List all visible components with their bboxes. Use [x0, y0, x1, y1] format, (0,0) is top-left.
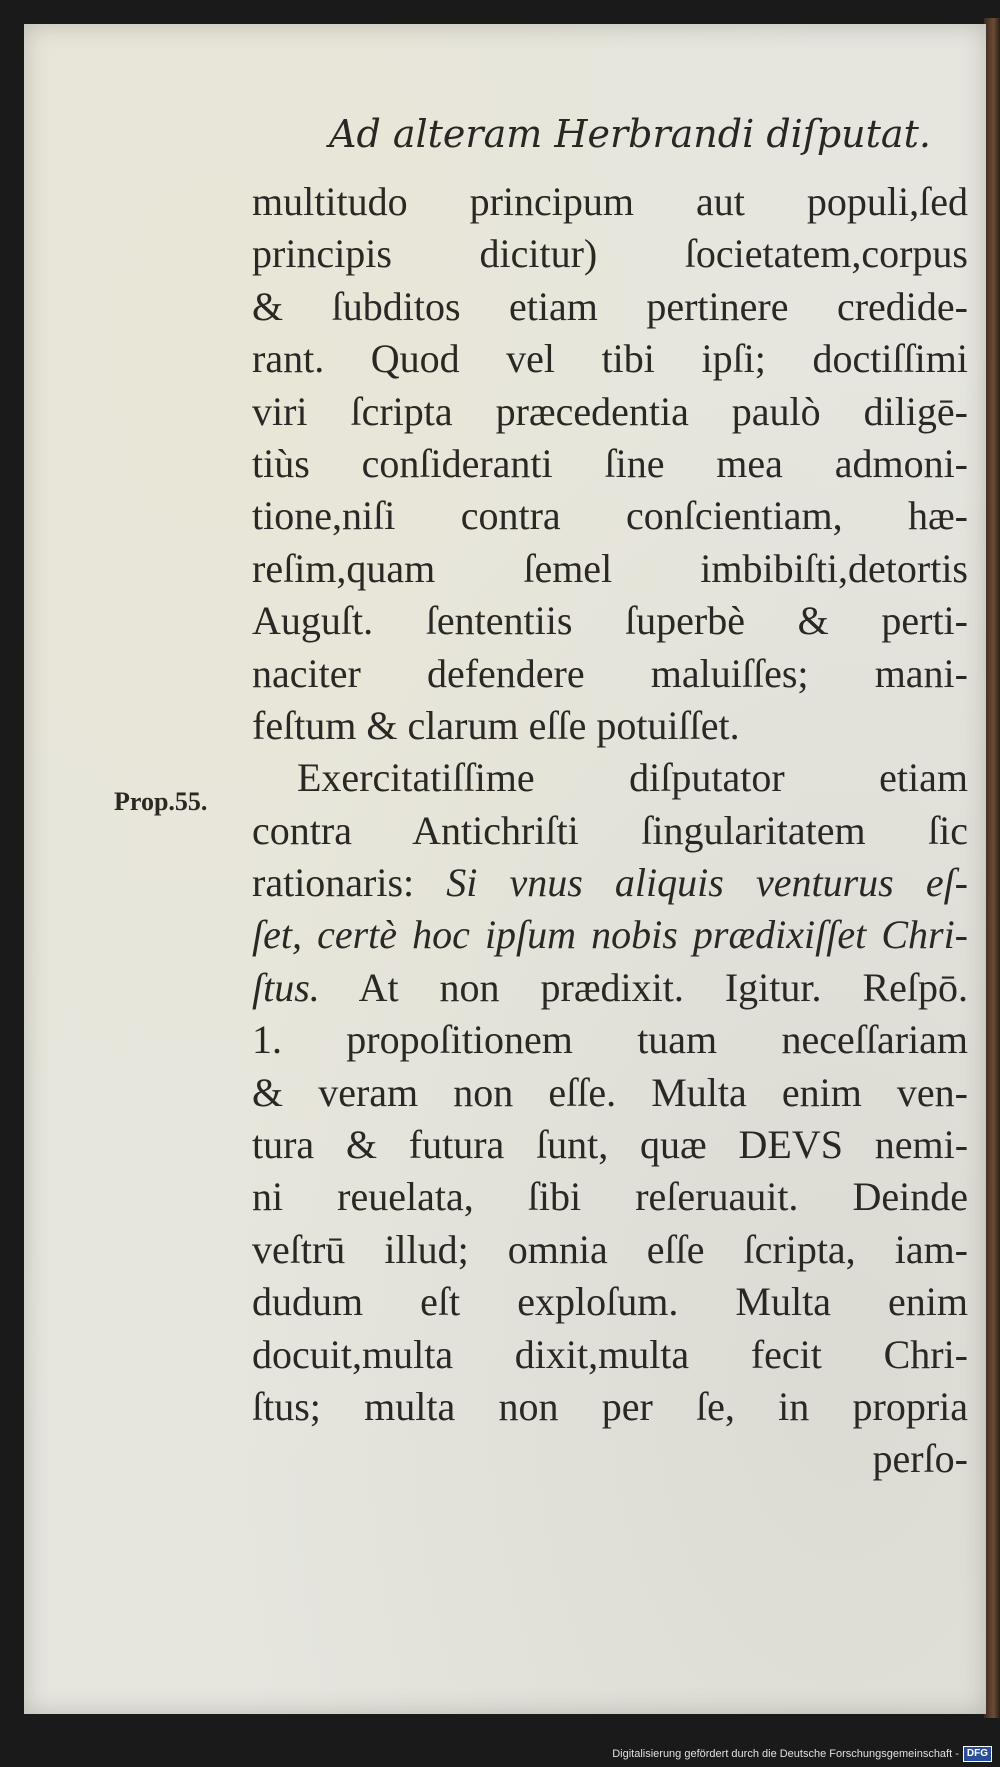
quotation: Si vnus aliquis venturus eſ- — [446, 860, 968, 906]
text-line: reſim,quam ſemel imbibiſti,detortis — [252, 545, 968, 591]
text-line-mixed — [252, 962, 968, 1014]
text-run: nemi- — [874, 1122, 969, 1168]
text-line: dudum eſt exploſum. Multa enim — [252, 1279, 968, 1325]
text-line: naciter defendere maluiſſes; mani- — [252, 650, 968, 696]
text-line-mixed — [252, 1119, 968, 1171]
text-line: contra Antichriſti ſingularitatem ſic — [252, 807, 968, 853]
text-line: principis dicitur) ſocietatem,corpus — [252, 231, 968, 277]
text-line: viri ſcripta præcedentia paulò diligē- — [252, 388, 968, 434]
text-line: 1. propoſitionem tuam neceſſariam — [252, 1017, 968, 1063]
text-line: & veram non eſſe. Multa enim ven- — [252, 1069, 968, 1115]
text-line: tione,niſi contra conſcientiam, hæ- — [252, 493, 968, 539]
quotation-line: ſet, certè hoc ipſum nobis prædixiſſet Chri- — [252, 912, 968, 958]
text-line: & ſubditos etiam pertinere credide- — [252, 283, 968, 329]
digitization-footer — [612, 1745, 992, 1763]
text-line: docuit,multa dixit,multa fecit Chri- — [252, 1331, 968, 1377]
text-line: Exercitatiſſime diſputator etiam — [297, 755, 968, 801]
text-line: feſtum & clarum eſſe potuiſſet. — [252, 702, 740, 748]
text-line: multitudo principum aut populi,ſed — [252, 179, 968, 224]
text-line-mixed — [252, 857, 968, 909]
book-page — [24, 24, 986, 1714]
small-caps-word: DEVS — [738, 1122, 843, 1168]
quotation: ſtus. — [252, 964, 320, 1010]
text-line: ni reuelata, ſibi reſeruauit. Deinde — [252, 1174, 968, 1220]
text-line: tiùs conſideranti ſine mea admoni- — [252, 440, 968, 486]
text-block — [252, 176, 968, 1486]
text-line: veſtrū illud; omnia eſſe ſcripta, iam- — [252, 1226, 968, 1272]
text-line: Auguſt. ſententiis ſuperbè & perti- — [252, 598, 968, 644]
text-run: tura & futura ſunt, quæ — [252, 1122, 707, 1168]
margin-note: Prop.55. — [114, 787, 208, 816]
dfg-logo: DFG — [963, 1746, 992, 1762]
text-line: rant. Quod vel tibi ipſi; doctiſſimi — [252, 336, 968, 382]
text-line: ſtus; multa non per ſe, in propria — [252, 1383, 968, 1429]
text-run: At non prædixit. Igitur. Reſpō. — [358, 964, 968, 1010]
running-head: Ad alteram Herbrandi diſputat. — [329, 112, 931, 156]
book-edge — [984, 18, 1000, 1718]
footer-text: Digitalisierung gefördert durch die Deutsche Forschungsgemeinschaft - — [612, 1748, 959, 1760]
catchword: perſo- — [872, 1436, 968, 1482]
text-run: rationaris: — [252, 860, 415, 906]
